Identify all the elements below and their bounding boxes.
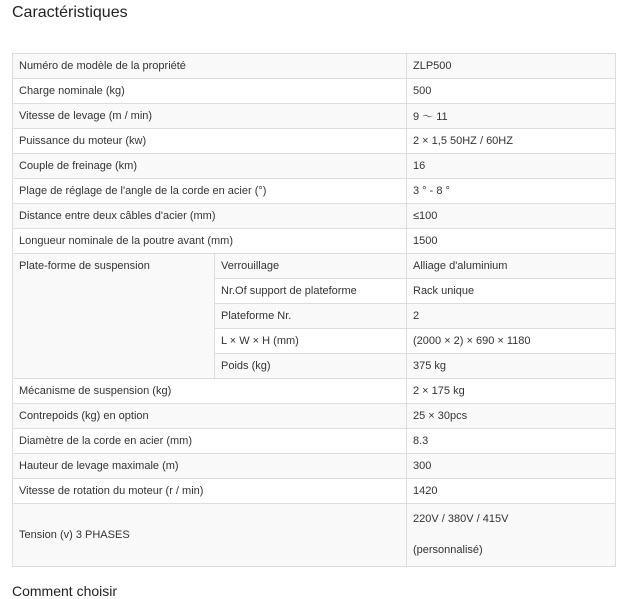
spec-value: 375 kg <box>407 354 616 379</box>
spec-sublabel: Nr.Of support de plateforme <box>215 279 407 304</box>
table-row <box>13 104 616 129</box>
next-section-title: Comment choisir <box>12 583 118 599</box>
table-row <box>13 504 616 567</box>
spec-label: Plage de réglage de l'angle de la corde en acier (°) <box>13 179 407 204</box>
spec-value: Rack unique <box>407 279 616 304</box>
spec-value: Alliage d'aluminium <box>407 254 616 279</box>
spec-value: (2000 × 2) × 690 × 1180 <box>407 329 616 354</box>
tension-value-note: (personnalisé) <box>413 544 483 556</box>
table-row <box>13 179 616 204</box>
spec-value: 25 × 30pcs <box>407 404 616 429</box>
spec-value: 2 × 1,5 50HZ / 60HZ <box>407 129 616 154</box>
table-row <box>13 479 616 504</box>
spec-value: 9 ～ 11 <box>407 104 616 129</box>
spec-value: 300 <box>407 454 616 479</box>
table-row <box>13 129 616 154</box>
spec-label: Mécanisme de suspension (kg) <box>13 379 407 404</box>
spec-value: ZLP500 <box>407 54 616 79</box>
spec-label: Vitesse de rotation du moteur (r / min) <box>13 479 407 504</box>
spec-value: 16 <box>407 154 616 179</box>
spec-label: Couple de freinage (km) <box>13 154 407 179</box>
spec-label: Tension (v) 3 PHASES <box>13 504 407 567</box>
specifications-table <box>12 53 616 567</box>
spec-sublabel: Plateforme Nr. <box>215 304 407 329</box>
spec-label: Diamètre de la corde en acier (mm) <box>13 429 407 454</box>
spec-sublabel: Verrouillage <box>215 254 407 279</box>
spec-value: 1420 <box>407 479 616 504</box>
spec-label: Distance entre deux câbles d'acier (mm) <box>13 204 407 229</box>
table-row <box>13 204 616 229</box>
spec-value: 2 × 175 kg <box>407 379 616 404</box>
spec-value: 500 <box>407 79 616 104</box>
section-title: Caractéristiques <box>12 4 128 21</box>
spec-value: 2 <box>407 304 616 329</box>
spec-value <box>407 504 616 567</box>
table-row <box>13 254 616 279</box>
table-row <box>13 154 616 179</box>
table-row <box>13 229 616 254</box>
spec-label: Longueur nominale de la poutre avant (mm) <box>13 229 407 254</box>
spec-sublabel: Poids (kg) <box>215 354 407 379</box>
tension-value-line: 220V / 380V / 415V <box>413 513 509 525</box>
platform-group-label: Plate-forme de suspension <box>13 254 215 379</box>
spec-sublabel: L × W × H (mm) <box>215 329 407 354</box>
table-row <box>13 454 616 479</box>
spec-label: Hauteur de levage maximale (m) <box>13 454 407 479</box>
table-row <box>13 54 616 79</box>
table-row <box>13 404 616 429</box>
spec-label: Numéro de modèle de la propriété <box>13 54 407 79</box>
spec-label: Contrepoids (kg) en option <box>13 404 407 429</box>
table-row <box>13 429 616 454</box>
table-row <box>13 379 616 404</box>
spec-value: 8.3 <box>407 429 616 454</box>
spec-label: Puissance du moteur (kw) <box>13 129 407 154</box>
spec-label: Charge nominale (kg) <box>13 79 407 104</box>
table-row <box>13 79 616 104</box>
spec-value: ≤100 <box>407 204 616 229</box>
spec-value: 3 ° - 8 ° <box>407 179 616 204</box>
spec-value: 1500 <box>407 229 616 254</box>
spec-label: Vitesse de levage (m / min) <box>13 104 407 129</box>
